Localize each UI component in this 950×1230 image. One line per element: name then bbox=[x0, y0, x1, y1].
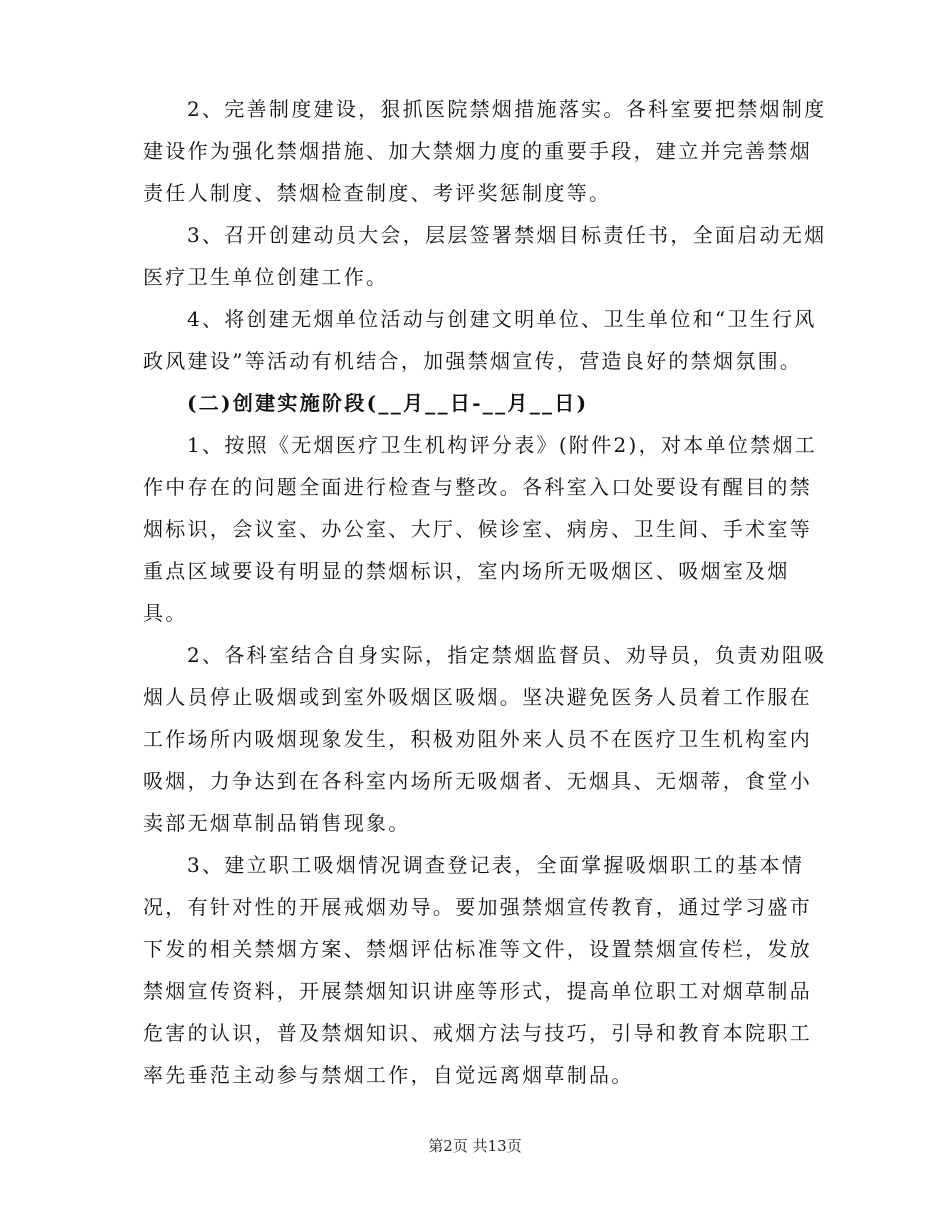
text-line: 3、建立职工吸烟情况调查登记表，全面掌握吸烟职工的基本情 bbox=[187, 853, 805, 877]
section-paragraph-3 bbox=[143, 844, 811, 1096]
paragraph-2 bbox=[143, 88, 827, 214]
text-line: 工作场所内吸烟现象发生，积极劝阻外来人员不在医疗卫生机构室内 bbox=[143, 727, 812, 751]
text-line: 医疗卫生单位创建工作。 bbox=[143, 265, 389, 289]
text-line: 卖部无烟草制品销售现象。 bbox=[143, 811, 411, 835]
section-paragraph-1 bbox=[143, 424, 818, 634]
page-footer: 第2页 共13页 bbox=[428, 1137, 522, 1155]
text-line: 重点区域要设有明显的禁烟标识，室内场所无吸烟区、吸烟室及烟 bbox=[143, 559, 790, 583]
text-line: 烟标识，会议室、办公室、大厅、候诊室、病房、卫生间、手术室等 bbox=[143, 517, 812, 541]
text-line: 2、各科室结合自身实际，指定禁烟监督员、劝导员，负责劝阻吸 bbox=[187, 643, 827, 667]
text-line: 作中存在的问题全面进行检查与整改。各科室入口处要设有醒目的禁 bbox=[143, 475, 812, 499]
text-line: 况，有针对性的开展戒烟劝导。要加强禁烟宣传教育，通过学习盛市 bbox=[143, 895, 812, 919]
text-line: 率先垂范主动参与禁烟工作，自觉远离烟草制品。 bbox=[143, 1063, 634, 1087]
paragraph-4 bbox=[143, 298, 817, 382]
paragraph-3 bbox=[143, 214, 827, 298]
text-line: 具。 bbox=[143, 601, 188, 625]
text-line: 1、按照《无烟医疗卫生机构评分表》(附件2)，对本单位禁烟工 bbox=[187, 433, 818, 457]
text-line: 建设作为强化禁烟措施、加大禁烟力度的重要手段，建立并完善禁烟 bbox=[143, 139, 812, 163]
text-line: 吸烟，力争达到在各科室内场所无吸烟者、无烟具、无烟蒂，食堂小 bbox=[143, 769, 812, 793]
text-line: 4、将创建无烟单位活动与创建文明单位、卫生单位和“卫生行风 bbox=[187, 307, 817, 331]
text-line: 3、召开创建动员大会，层层签署禁烟目标责任书，全面启动无烟 bbox=[187, 223, 827, 247]
document-body bbox=[143, 88, 827, 1096]
section-paragraph-2 bbox=[143, 634, 827, 844]
text-line: 禁烟宣传资料，开展禁烟知识讲座等形式，提高单位职工对烟草制品 bbox=[143, 979, 812, 1003]
text-line: 2、完善制度建设，狠抓医院禁烟措施落实。各科室要把禁烟制度 bbox=[187, 97, 827, 121]
text-line: 责任人制度、禁烟检查制度、考评奖惩制度等。 bbox=[143, 181, 612, 205]
text-line: 下发的相关禁烟方案、禁烟评估标准等文件，设置禁烟宣传栏，发放 bbox=[143, 937, 812, 961]
text-line: 危害的认识，普及禁烟知识、戒烟方法与技巧，引导和教育本院职工 bbox=[143, 1021, 812, 1045]
text-line: 政风建设”等活动有机结合，加强禁烟宣传，营造良好的禁烟氛围。 bbox=[143, 349, 803, 373]
section-heading: (二)创建实施阶段(__月__日-__月__日) bbox=[187, 391, 589, 415]
text-line: 烟人员停止吸烟或到室外吸烟区吸烟。坚决避免医务人员着工作服在 bbox=[143, 685, 812, 709]
